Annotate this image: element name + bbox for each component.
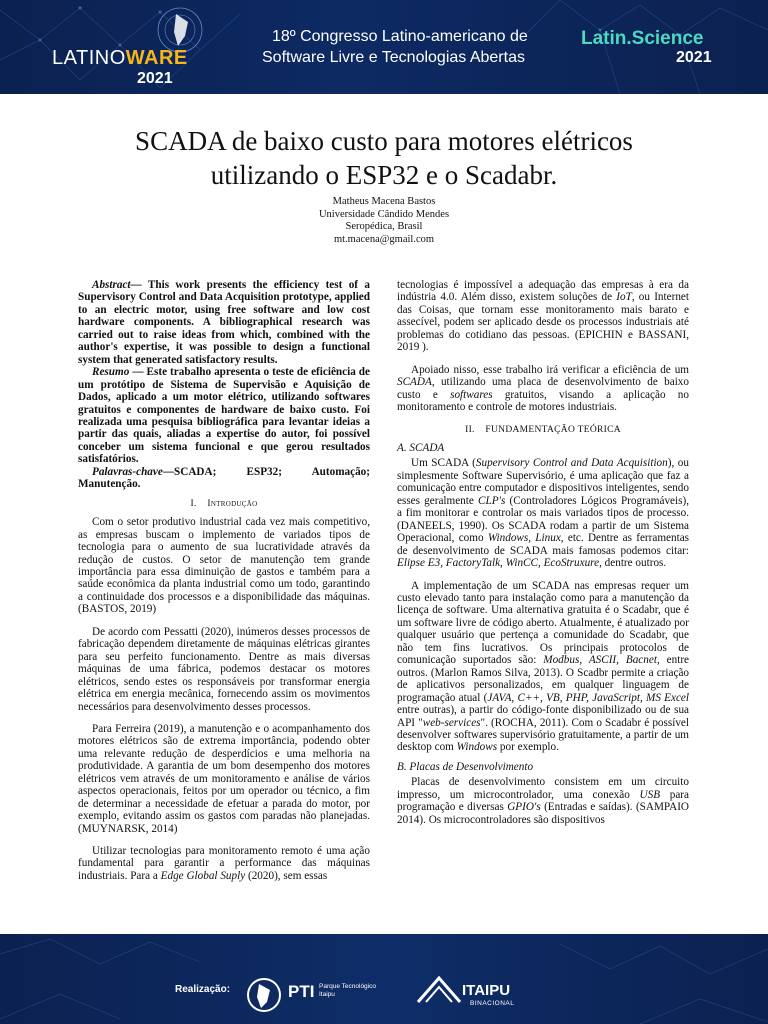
footer-mesh-decoration [0,934,768,1024]
latinoware-year: 2021 [137,70,173,87]
pti-subtitle: Parque Tecnológico Itaipu [319,983,376,998]
globe-logo-icon [158,8,202,52]
subsection-heading-placas: B. Placas de Desenvolvimento [397,760,534,773]
author-block [0,196,768,246]
intro-paragraph-5: Apoiado nisso, esse trabalho irá verificar a eficiência de um SCADA, utilizando uma placa de desenvolvimento de baixo custo e softwares gratuitos, visando a aplicação no monitoramento e controle de motores industriais. [397,363,689,414]
intro-paragraph-4-continued: tecnologias é impossível a adequação das empresas à era da indústria 4.0. Além disso, existem soluções de IoT, ou Internet das Coisas, que tornam esse monitoramento mais barato e assecível, podem ser aplicado desde os processos industriais até problemas do cotidiano das pessoas. (EPICHIN e BASSANI, 2019 ). [397,279,689,354]
left-column [78,279,370,882]
latinoware-logo: LATINOWARE [52,47,188,69]
title-line-2: utilizando o ESP32 e o Scadabr. [210,160,558,190]
intro-paragraph-1: Com o setor produtivo industrial cada vez mais competitivo, as empresas buscam o implemento de variados tipos de tecnologia para o aumento de sua lucratividade através da redução de custos. O setor de manutenção tem grande importância para essa diminuição de gastos e também para a saúde econômica da planta industrial como um todo, garantindo a continuidade dos processos e a disponibilidade das máquinas. (BASTOS, 2019) [78,516,370,616]
itaipu-logo-icon [416,974,462,1004]
title-line-1: SCADA de baixo custo para motores elétricos [135,126,633,156]
header-banner [0,0,768,94]
intro-paragraph-3: Para Ferreira (2019), a manutenção e o acompanhamento dos motores elétricos são de extrema importância, podendo obter uma relevante redução de desperdícios e uma melhoria na produtividade. A garantia de um bom desempenho dos motores elétricos vem através de um monitoramento e análise de vários aspectos operacionais, feitos por um operador ou técnico, a fim de determinar a necessidade de efetuar a parada do motor, por exemplo, evitando assim os gastos com paradas não planejadas. (MUYNARSK, 2014) [78,722,370,835]
intro-paragraph-4: Utilizar tecnologias para monitoramento remoto é uma ação fundamental para garantir a performance das máquinas industriais. Para a Edge Global Suply (2020), sem essas [78,845,370,882]
paper-title [0,124,768,192]
author-affiliation: Universidade Cândido Mendes [318,208,450,220]
pti-globe-icon [244,975,284,1015]
latin-science-year: 2021 [676,49,712,66]
scada-paragraph-2: A implementação de um SCADA nas empresas requer um custo elevado tanto para instalação como para a manutenção da licença de software. Uma alternativa gratuita é o Scadabr, que é um software livre de código aberto. Atualmente, é atualizado por qualquer usuário que pertença a comunidade do Scadabr, que não tem fins lucrativos. Os principais protocolos de comunicação suportados são: Modbus, ASCII, Bacnet, entre outros. (Marlon Ramos Silva, 2013). O Scadbr permite a criação de aplicativos personalizados, em qualquer linguagem de programação atual (JAVA, C++, VB, PHP, JavaScript, MS Excel entre outras), a partir do código-fonte disponibilizado ou de sua API "web-services". (ROCHA, 2011). Com o Scadabr é possível desenvolver softwares supervisório gratuitamente, a partir de um desktop com Windows por exemplo. [397,579,690,754]
author-name: Matheus Macena Bastos [332,196,436,207]
itaipu-subtitle: BINACIONAL [470,1000,515,1007]
author-email: mt.macena@gmail.com [333,233,435,245]
pti-logo-text: PTI [288,982,315,1001]
keywords: Palavras-chave—SCADA; ESP32; Automação; Manutenção. [78,465,370,491]
author-location: Seropédica, Brasil [345,221,423,232]
latin-science-logo: Latin.Science [581,28,704,49]
realizacao-label: Realização: [175,984,231,995]
right-column [397,279,689,826]
section-heading-introducao: I. Introdução [190,498,258,509]
scada-paragraph-1: Um SCADA (Supervisory Control and Data Acquisition), ou simplesmente Software Supervisório, é uma aplicação que faz a comunicação entre computador e dispositivos inteligentes, sendo esses geralmente CLP's (Controladores Lógicos Programáveis), a fim monitorar e controlar os mais variados tipos de processo. (DANEELS, 1990). Os SCADA rodam a partir de um Sistema Operacional, como Windows, Linux, etc. Dentre as ferramentas de desenvolvimento de SCADA mais famosas podemos citar: Elipse E3, FactoryTalk, WinCC, EcoStruxure, dentre outros. [397,457,690,570]
itaipu-logo-text: ITAIPU [462,982,511,999]
abstract: Abstract— This work presents the efficiency test of a Supervisory Control and Data Acquisition prototype, applied to an electric motor, using free software and low cost hardware components. A bibliographical research was carried out to raise ideas from which, combined with the author's expertise, it was possible to design a functional system that generated satisfactory results. [78,279,370,366]
conference-title-line1: 18º Congresso Latino-americano de [272,28,528,45]
intro-paragraph-2: De acordo com Pessatti (2020), inúmeros desses processos de fabricação dependem diretamente de máquinas elétricas girantes para seu perfeito funcionamento. Dentre as mais diversas máquinas de uma fábrica, podemos destacar os motores elétricos, sendo estes os responsáveis por transformar energia elétrica em energia mecânica, fornecendo assim os movimentos necessários para desenvolvimento desses processos. [78,625,370,713]
section-heading-fundamentacao: II. FUNDAMENTAÇÃO TEÓRICA [465,424,621,435]
resumo: Resumo — Este trabalho apresenta o teste de eficiência de um protótipo de Sistema de Supervisão e Aquisição de Dados, aplicado a um motor elétrico, utilizando softwares gratuitos e componentes de hardware de baixo custo. Foi realizada uma pesquisa bibliográfica para levantar ideias a partir das quais, aliadas a expertise do autor, foi possível conceber um sistema funcional e que gerou resultados satisfatórios. [78,366,370,466]
conference-title-line2: Software Livre e Tecnologias Abertas [262,49,525,66]
placas-paragraph-1: Placas de desenvolvimento consistem em um circuito impresso, um microcontrolador, uma conexão USB para programação e diversas GPIO's (Entradas e saídas). (SAMPAIO 2014). Os microcontroladores são dispositivos [397,776,689,826]
subsection-heading-scada: A. SCADA [397,441,445,454]
footer-banner [0,934,768,1024]
